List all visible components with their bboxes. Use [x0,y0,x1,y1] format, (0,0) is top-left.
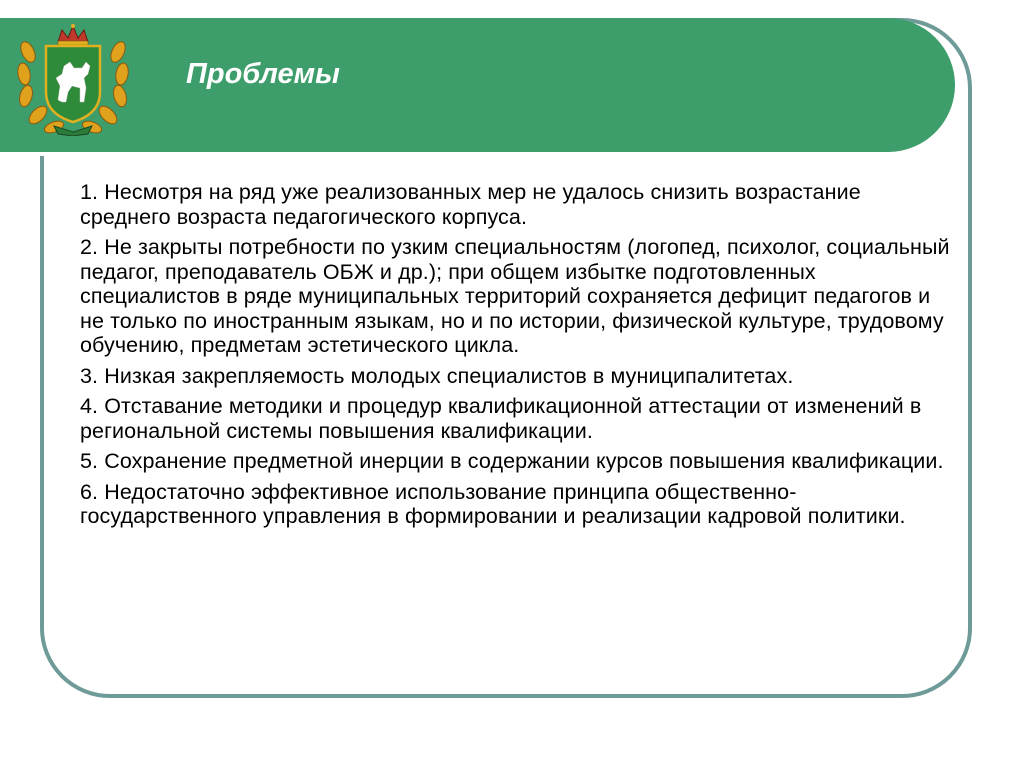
list-item: 2. Не закрыты потребности по узким специальностям (логопед, психолог, социальный педагог, преподаватель ОБЖ и др.); при общем избытке подготовленных специалистов в ряде муниципальных территорий сохраняется дефицит педагогов и не только по иностранным языкам, но и по истории, физической культуре, трудовому обучению, предметам эстетического цикла. [80,235,950,357]
list-item: 6. Недостаточно эффективное использование принципа общественно-государственного управления в формировании и реализации кадровой политики. [80,479,906,528]
list-item: 3. Низкая закрепляемость молодых специалистов в муниципалитетах. [80,363,794,388]
list-item: 5. Сохранение предметной инерции в содержании курсов повышения квалификации. [80,449,944,473]
coat-of-arms-icon [14,22,132,136]
list-item: 1. Несмотря на ряд уже реализованных мер не удалось снизить возрастание среднего возраста педагогического корпуса. [80,180,861,229]
slide-title: Проблемы [186,58,340,90]
list-item: 4. Отставание методики и процедур квалификационной аттестации от изменений в региональной системы повышения квалификации. [80,394,922,443]
header-band [0,18,955,152]
problems-list [80,180,950,535]
header-divider [0,152,905,156]
